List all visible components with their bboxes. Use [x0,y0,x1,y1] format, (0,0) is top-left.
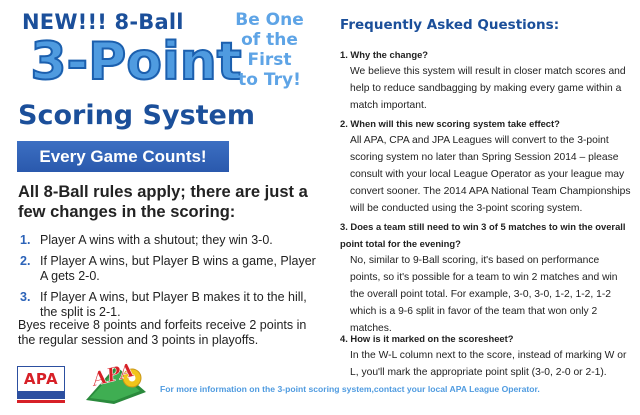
faq-answer: All APA, CPA and JPA Leagues will convert to the 3-point scoring system no later than Spring Session 2014 – please consult with your local League Operator as your league may convert sooner. The 2014 APA National Team Championships will be conducted using the 3-point scoring system. [350,135,631,214]
faq-question: 2. When will this new scoring system take effect? [340,118,560,129]
apa-logo-text: APA [17,366,65,392]
faq-title: Frequently Asked Questions: [340,17,560,33]
rule-text: Player A wins with a shutout; they win 3-0. [40,233,273,247]
league-logo-text: APA [89,359,137,391]
new-heading: NEW!!! 8-Ball [22,10,184,34]
rule-number: 1. [20,233,31,247]
rule-number: 3. [20,290,31,304]
faq-question: 1. Why the change? [340,49,429,60]
footer-note: For more information on the 3-point scoring system,contact your local APA League Operator. [160,384,540,394]
rule-text: If Player A wins, but Player B makes it to the hill, the split is 2-1. [40,290,307,319]
byes-note: Byes receive 8 points and forfeits receive 2 points in the regular session and 3 points in playoffs. [18,318,307,347]
main-title: 3-Point [30,32,242,92]
faq-question: 4. How is it marked on the scoresheet? [340,333,514,344]
faq-answer: We believe this system will result in closer match scores and help to reduce sandbagging by making every game within a match important. [350,66,626,111]
intro-text: All 8-Ball rules apply; there are just a few changes in the scoring: [18,183,308,221]
faq-answer: In the W-L column next to the score, instead of marking W or L, you'll mark the appropriate point split (3-0, 2-0 or 2-1). [350,350,627,378]
banner: Every Game Counts! [17,141,229,172]
tagline: Be One of the First to Try! [235,10,304,90]
faq-question: 3. Does a team still need to win 3 of 5 matches to win the overall point total for the evening? [340,221,626,249]
subtitle: Scoring System [18,100,255,131]
rule-text: If Player A wins, but Player B wins a game, Player A gets 2-0. [40,254,316,283]
faq-answer: No, similar to 9-Ball scoring, it's based on performance points, so it's possible for a team to win 2 matches and win the overall point total. For example, 3-0, 3-0, 1-2, 1-2, 1-2 which is a 9-6 split in favor of the team that won only 2 matches. [350,255,618,334]
rule-number: 2. [20,254,31,268]
